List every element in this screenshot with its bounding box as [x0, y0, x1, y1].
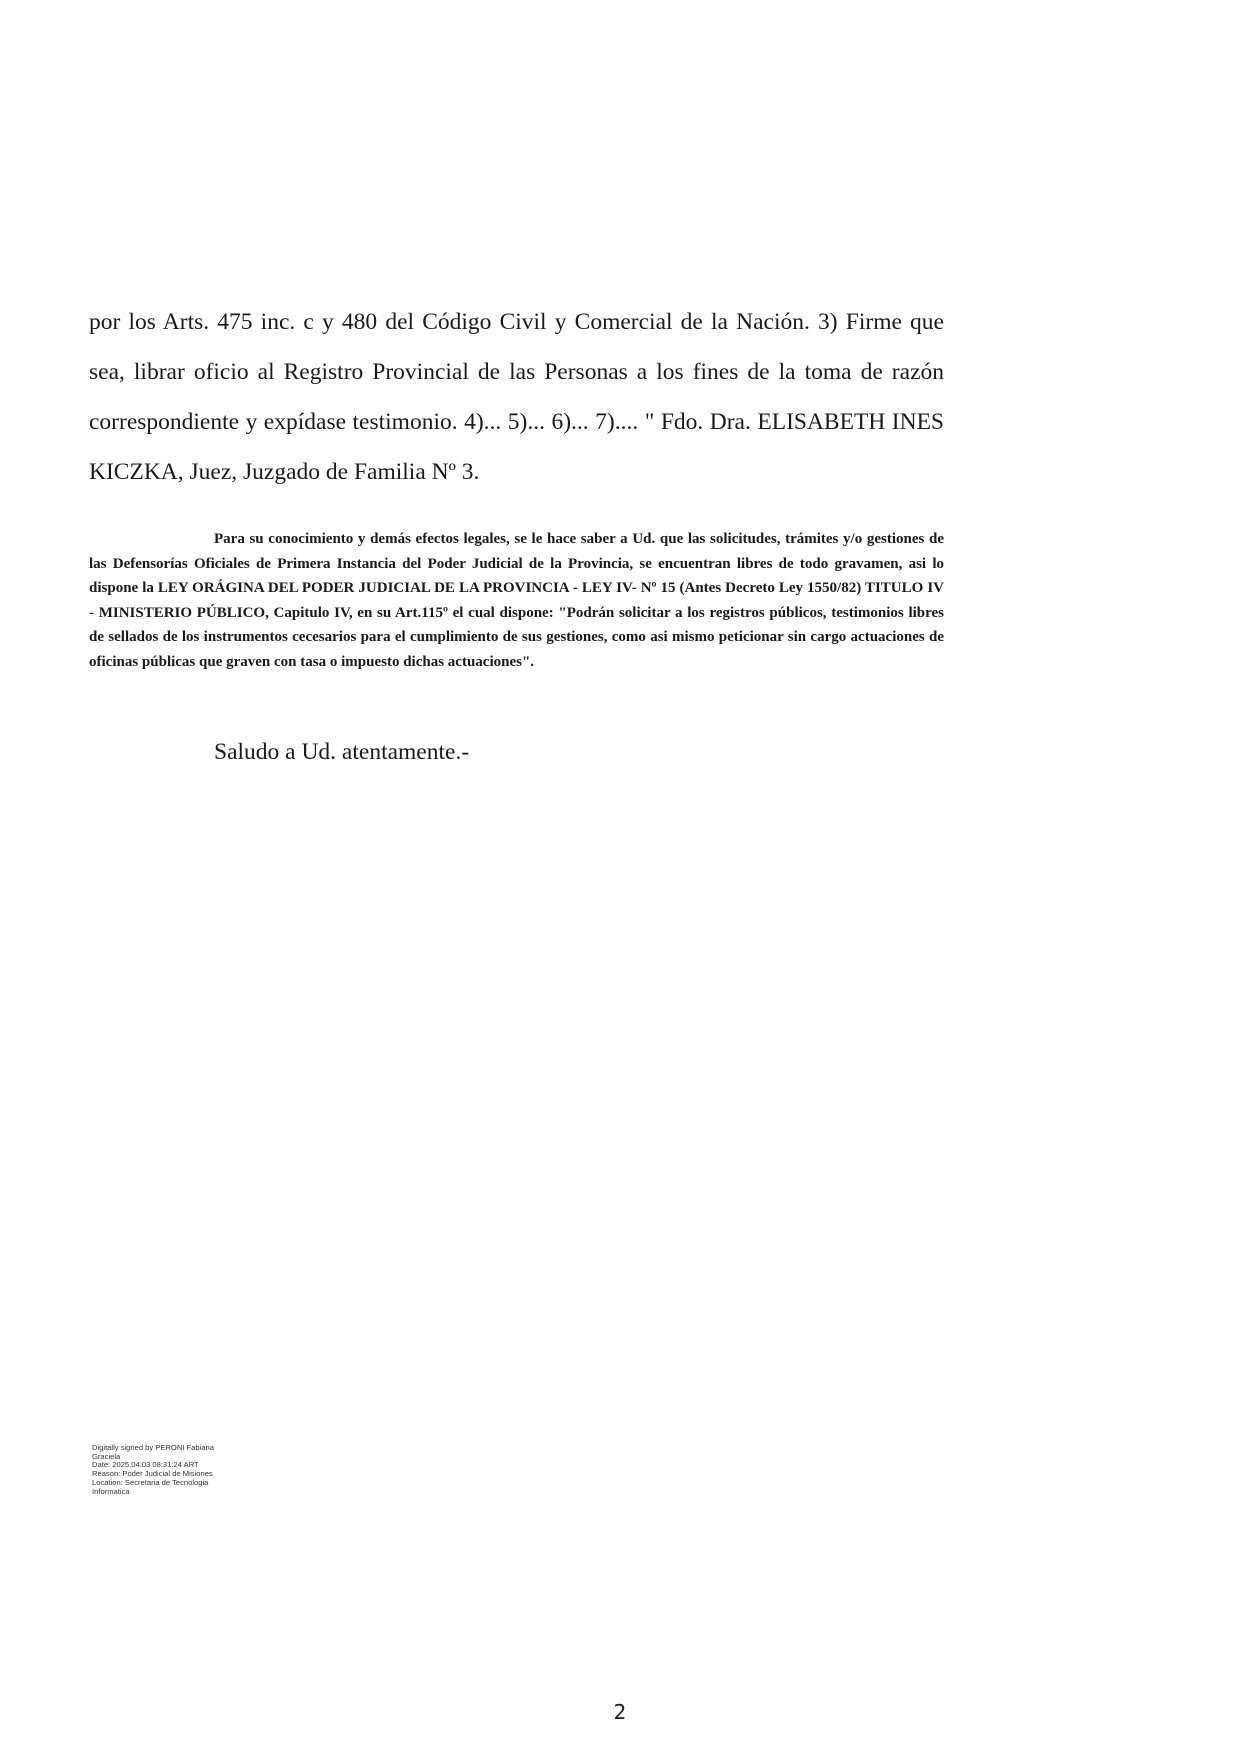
legal-notice-paragraph: Para su conocimiento y demás efectos legales, se le hace saber a Ud. que las solicitudes, trámites y/o gestiones de las Defensorías Oficiales de Primera Instancia del Poder Judicial de la Provincia, se encuentran libres de todo gravamen, asi lo dispone la LEY ORÁGINA DEL PODER JUDICIAL DE LA PROVINCIA - LEY IV- Nº 15 (Antes Decreto Ley 1550/82) TITULO IV - MINISTERIO PÚBLICO, Capitulo IV, en su Art.115º el cual dispone: "Podrán solicitar a los registros públicos, testimonios libres de sellados de los instrumentos cecesarios para el cumplimiento de sus gestiones, como asi mismo peticionar sin cargo actuaciones de oficinas públicas que graven con tasa o impuesto dichas actuaciones". — [89, 531, 944, 670]
signature-line-reason: Reason: Poder Judicial de Misiones — [92, 1469, 213, 1479]
signature-line-date: Date: 2025.04.03 08:31:24 ART — [92, 1460, 199, 1470]
page-number: 2 — [613, 1700, 627, 1724]
signature-line-location: Location: Secretaria de Tecnologia — [92, 1477, 209, 1487]
signature-line-location-cont: Informatica — [92, 1486, 130, 1496]
closing-salutation: Saludo a Ud. atentamente.- — [214, 739, 470, 765]
digital-signature-stamp — [92, 1444, 242, 1496]
signature-line-signer-cont: Graciela — [92, 1451, 121, 1461]
resolution-paragraph: por los Arts. 475 inc. c y 480 del Código Civil y Comercial de la Nación. 3) Firme que sea, librar oficio al Registro Provincial de las Personas a los fines de la toma de razón correspondiente y expídase testimonio. 4)... 5)... 6)... 7).... " Fdo. Dra. ELISABETH INES KICZKA, Juez, Juzgado de Familia Nº 3. — [89, 309, 944, 485]
signature-line-signer: Digitally signed by PERONI Fabiana — [92, 1443, 214, 1452]
